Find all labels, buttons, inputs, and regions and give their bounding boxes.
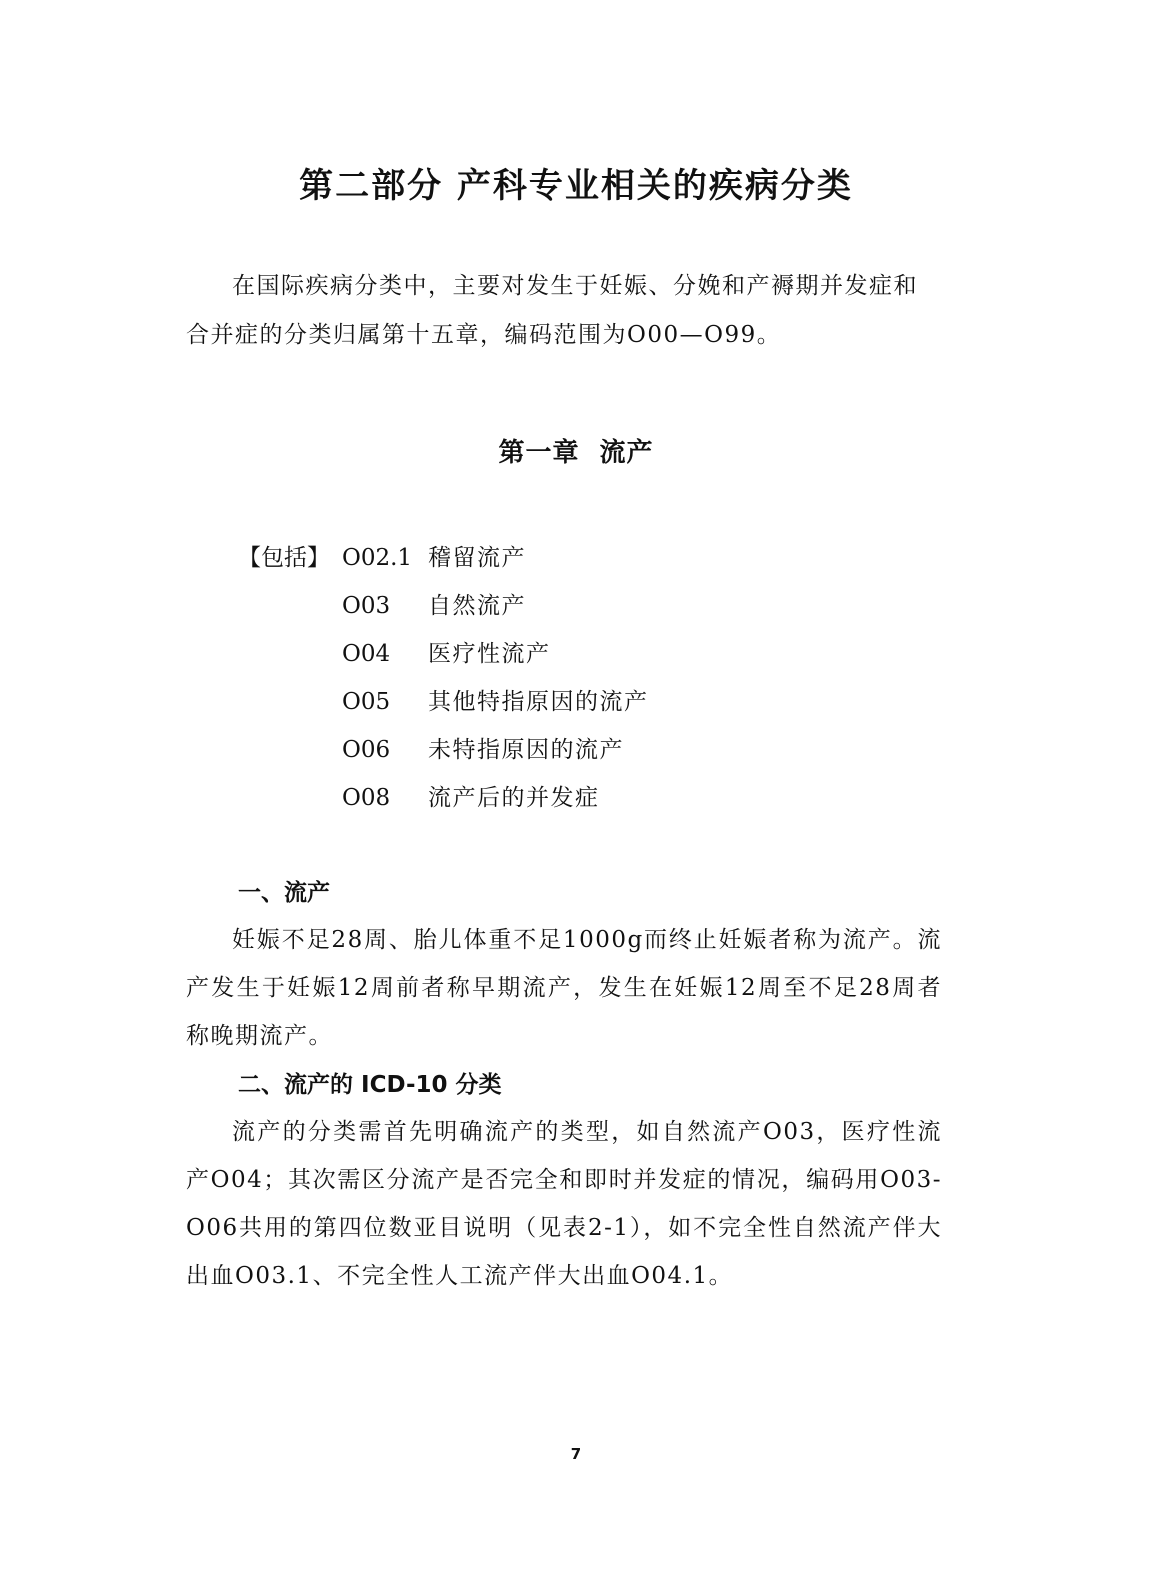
include-code: O03: [342, 593, 391, 619]
include-name: 稽留流产: [428, 545, 526, 571]
include-code: O04: [342, 641, 391, 667]
include-name: 其他特指原因的流产: [428, 689, 649, 715]
include-name: 流产后的并发症: [428, 785, 600, 811]
include-code: O02.1: [342, 545, 413, 571]
include-item: [238, 534, 838, 582]
include-item: [238, 726, 838, 774]
include-name: 未特指原因的流产: [428, 737, 624, 763]
section-heading: 二、流产的 ICD-10 分类: [238, 1072, 502, 1098]
include-list: [238, 534, 838, 822]
include-code: O08: [342, 785, 391, 811]
include-item: [238, 774, 838, 822]
section-paragraph: 流产的分类需首先明确流产的类型，如自然流产O03，医疗性流产O04；其次需区分流产是否完全和即时并发症的情况，编码用O03-O06共用的第四位数亚目说明（见表2-1），如不完全性自然流产伴大出血O03.1、不完全性人工流产伴大出血O04.1。: [186, 1119, 942, 1289]
include-name: 医疗性流产: [428, 641, 551, 667]
chapter-title: 第一章 流产: [498, 438, 654, 468]
include-label: 【包括】: [238, 545, 330, 571]
include-code: O05: [342, 689, 391, 715]
section-heading: 一、流产: [238, 880, 330, 906]
intro-paragraph: 在国际疾病分类中，主要对发生于妊娠、分娩和产褥期并发症和合并症的分类归属第十五章，编码范围为O00—O99。: [186, 273, 918, 348]
page-number: 7: [570, 1445, 582, 1463]
include-item: [238, 630, 838, 678]
include-code: O06: [342, 737, 391, 763]
part-title: 第二部分 产科专业相关的疾病分类: [299, 166, 853, 206]
include-item: [238, 678, 838, 726]
section-paragraph: 妊娠不足28周、胎儿体重不足1000g而终止妊娠者称为流产。流产发生于妊娠12周前者称早期流产，发生在妊娠12周至不足28周者称晚期流产。: [186, 927, 942, 1049]
include-name: 自然流产: [428, 593, 526, 619]
include-item: [238, 582, 838, 630]
